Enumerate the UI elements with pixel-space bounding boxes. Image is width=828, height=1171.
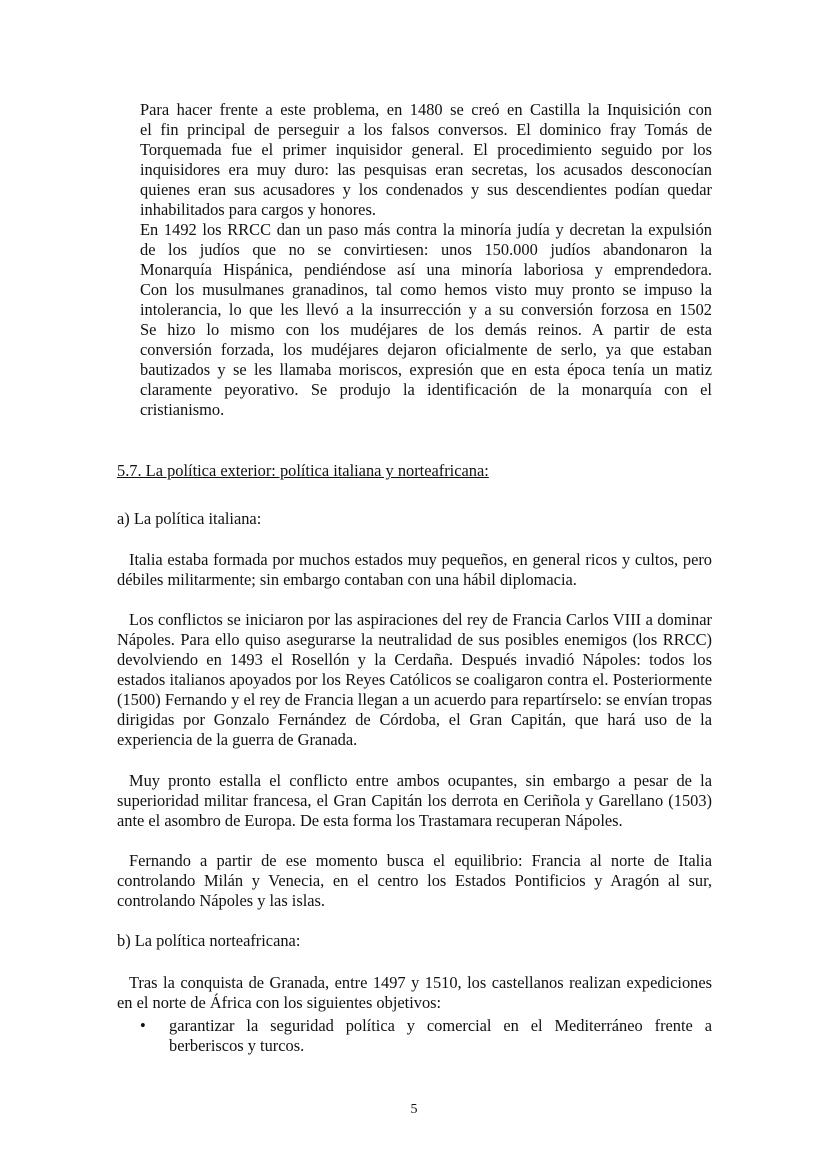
paragraph-italia — [117, 550, 712, 590]
paragraph-muy-pronto — [117, 771, 712, 831]
text-line: garantizar la seguridad política y comercial en el Mediterráneo frente a — [169, 1016, 712, 1035]
text-line: experiencia de la guerra de Granada. — [117, 730, 358, 749]
text-line: Italia estaba formada por muchos estados muy pequeños, en general ricos y cultos, pero — [129, 550, 712, 569]
text-line: Fernando a partir de ese momento busca el equilibrio: Francia al norte de Italia — [129, 851, 712, 870]
text-line: claramente peyorativo. Se produjo la identificación de la monarquía con el — [140, 380, 712, 399]
text-line: inquisidores era muy duro: las pesquisas eran secretas, los acusados desconocían — [140, 160, 712, 179]
text-line: conversión forzada, los mudéjares dejaron oficialmente de serlo, ya que estaban — [140, 340, 712, 359]
text-line: berberiscos y turcos. — [169, 1036, 305, 1055]
text-line: Muy pronto estalla el conflicto entre ambos ocupantes, sin embargo a pesar de la — [129, 771, 712, 790]
text-line: en el norte de África con los siguientes objetivos: — [117, 993, 442, 1012]
paragraph-expediciones — [117, 973, 712, 1013]
text-line: (1500) Fernando y el rey de Francia llegan a un acuerdo para repartírselo: se envían tropas — [117, 690, 712, 709]
bullet-icon: • — [140, 1016, 146, 1035]
text-line: superioridad militar francesa, el Gran Capitán los derrota en Ceriñola y Garellano (1503) — [117, 791, 712, 810]
paragraph-inquisicion — [140, 100, 712, 220]
text-line: intolerancia, lo que les llevó a la insurrección y a su conversión forzosa en 1502 — [140, 300, 712, 319]
text-line: controlando Milán y Venecia, en el centro los Estados Pontificios y Aragón al sur, — [117, 871, 712, 890]
text-line: débiles militarmente; sin embargo contaban con una hábil diplomacia. — [117, 570, 577, 589]
text-line: Con los musulmanes granadinos, tal como hemos visto muy pronto se impuso la — [140, 280, 712, 299]
text-line: Nápoles. Para ello quiso asegurarse la neutralidad de sus posibles enemigos (los RRCC) — [117, 630, 712, 649]
text-line: Tras la conquista de Granada, entre 1497 y 1510, los castellanos realizan expediciones — [129, 973, 712, 992]
text-line: Monarquía Hispánica, pendiéndose así una minoría laboriosa y emprendedora. — [140, 260, 712, 279]
text-line: Se hizo lo mismo con los mudéjares de los demás reinos. A partir de esta — [140, 320, 712, 339]
subheading-italian-policy: a) La política italiana: — [117, 509, 262, 528]
text-line: el fin principal de perseguir a los falsos conversos. El dominico fray Tomás de — [140, 120, 712, 139]
bullet-text — [169, 1016, 712, 1056]
text-line: cristianismo. — [140, 400, 225, 419]
text-line: bautizados y se les llamaba moriscos, expresión que en esta época tenía un matiz — [140, 360, 712, 379]
text-line: inhabilitados para cargos y honores. — [140, 200, 376, 219]
text-line: de los judíos que no se convirtiesen: unos 150.000 judíos abandonaron la — [140, 240, 712, 259]
text-line: controlando Nápoles y las islas. — [117, 891, 326, 910]
paragraph-equilibrio — [117, 851, 712, 911]
section-heading: 5.7. La política exterior: política italiana y norteafricana: — [117, 461, 489, 480]
text-line: estados italianos apoyados por los Reyes Católicos se coaligaron contra el. Posteriormente — [117, 670, 712, 689]
text-line: dirigidas por Gonzalo Fernández de Córdoba, el Gran Capitán, que hará uso de la — [117, 710, 712, 729]
paragraph-expulsion — [140, 220, 712, 420]
page-number: 5 — [410, 1102, 418, 1117]
text-line: Para hacer frente a este problema, en 1480 se creó en Castilla la Inquisición con — [140, 100, 712, 119]
text-line: devolviendo en 1493 el Rosellón y la Cerdaña. Después invadió Nápoles: todos los — [117, 650, 712, 669]
text-line: En 1492 los RRCC dan un paso más contra la minoría judía y decretan la expulsión — [140, 220, 712, 239]
text-line: quienes eran sus acusadores y los condenados y sus descendientes podían quedar — [140, 180, 712, 199]
subheading-north-african-policy: b) La política norteafricana: — [117, 931, 301, 950]
text-line: Los conflictos se iniciaron por las aspiraciones del rey de Francia Carlos VIII a dominar — [129, 610, 712, 629]
paragraph-conflictos — [117, 610, 712, 750]
text-line: ante el asombro de Europa. De esta forma los Trastamara recuperan Nápoles. — [117, 811, 623, 830]
text-line: Torquemada fue el primer inquisidor general. El procedimiento seguido por los — [140, 140, 712, 159]
